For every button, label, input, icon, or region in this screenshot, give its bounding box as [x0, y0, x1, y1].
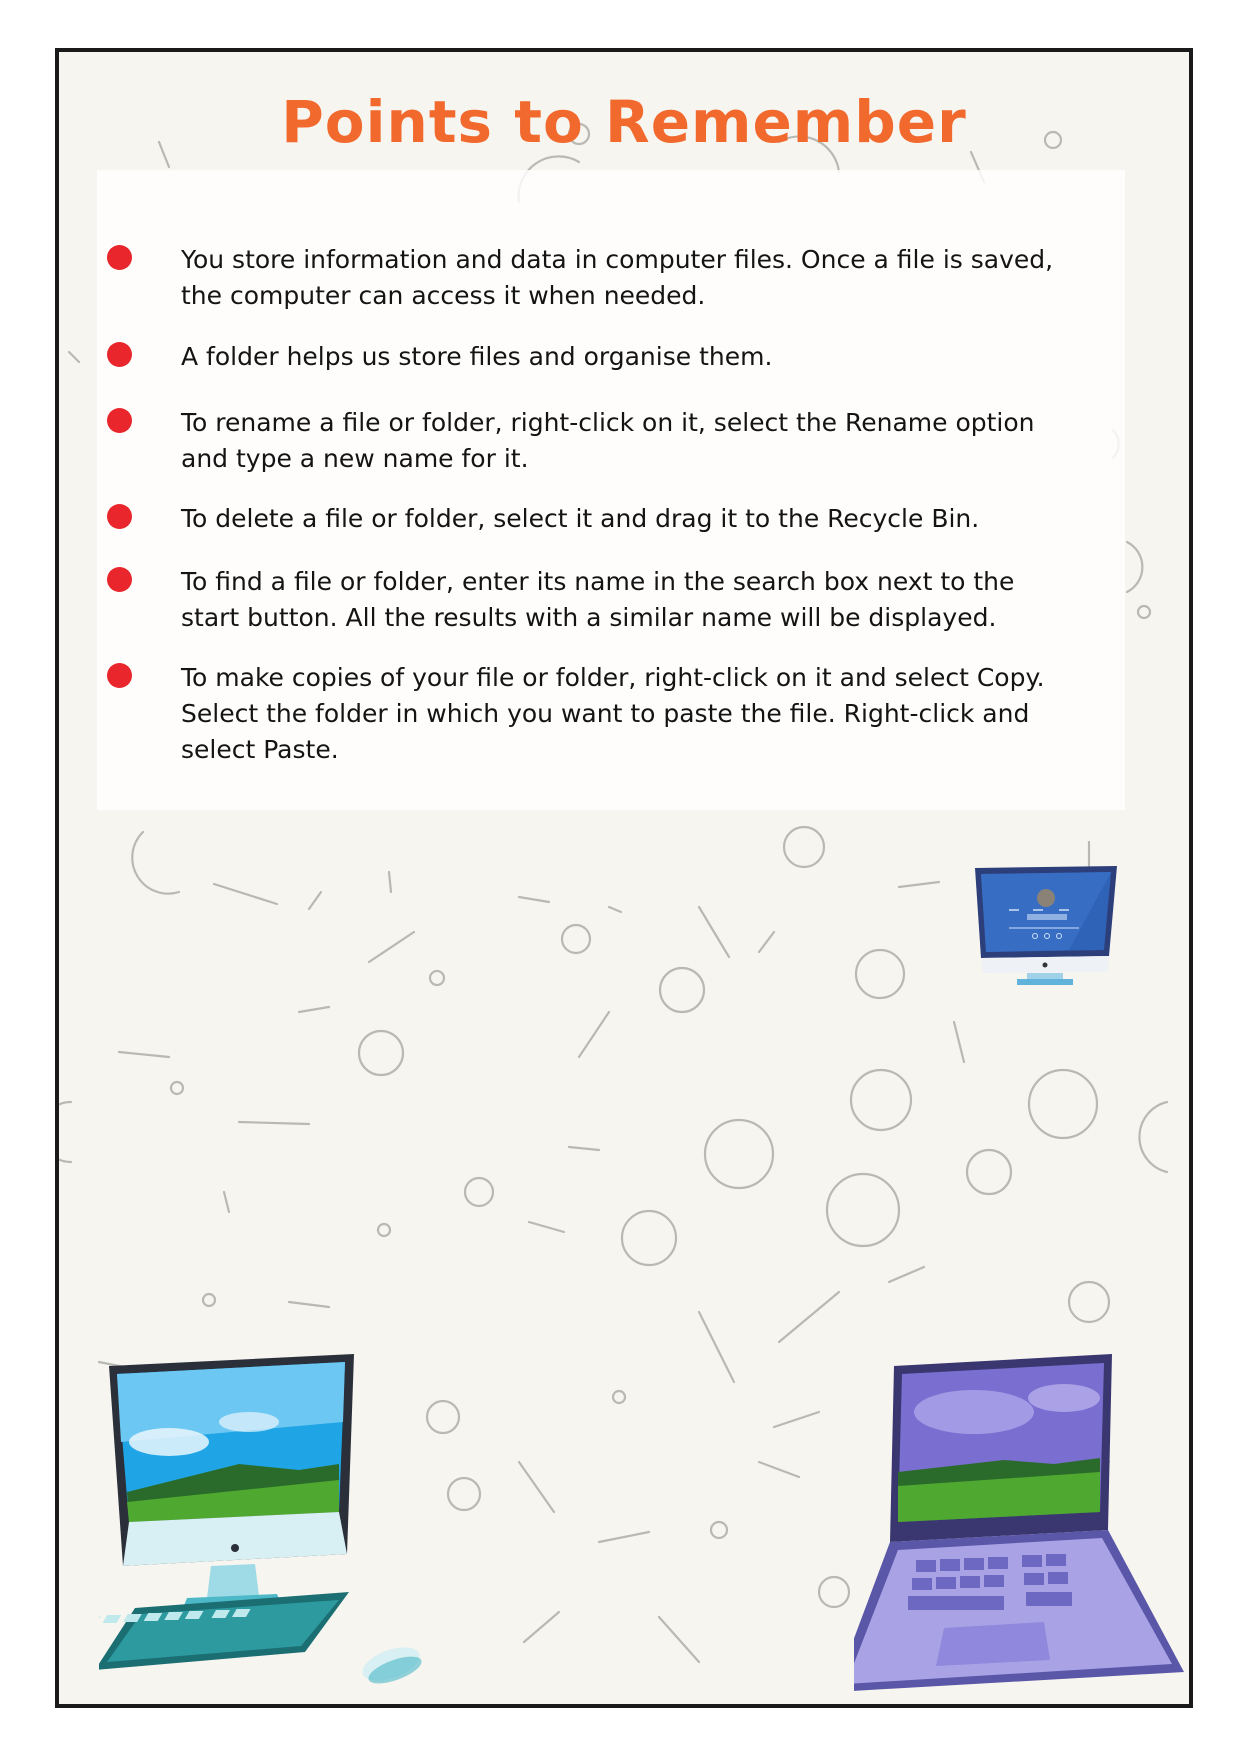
point-text: You store information and data in computer files. Once a file is saved, the computer can access it when needed.: [181, 245, 1054, 310]
desktop-computer-icon: [99, 1352, 429, 1702]
points-card: [97, 170, 1125, 810]
bullet-dot-icon: [107, 504, 132, 529]
point-text: To find a file or folder, enter its name in the search box next to the start button. All the results with a similar name will be displayed.: [181, 567, 1015, 632]
point-text: To delete a file or folder, select it and drag it to the Recycle Bin.: [181, 504, 980, 533]
laptop-icon: [854, 1352, 1184, 1702]
bullet-dot-icon: [107, 408, 132, 433]
point-text: To make copies of your file or folder, right-click on it and select Copy. Select the folder in which you want to paste the file. Right-click and select Paste.: [181, 663, 1045, 764]
page-title: Points to Remember: [281, 88, 967, 156]
bullet-dot-icon: [107, 663, 132, 688]
monitor-login-screen-icon: [969, 862, 1129, 992]
point-text: To rename a file or folder, right-click on it, select the Rename option and type a new name for it.: [181, 408, 1035, 473]
page-frame: [55, 48, 1193, 1708]
bullet-dot-icon: [107, 342, 132, 367]
bullet-dot-icon: [107, 567, 132, 592]
bullet-dot-icon: [107, 245, 132, 270]
point-text: A folder helps us store files and organise them.: [181, 342, 773, 371]
